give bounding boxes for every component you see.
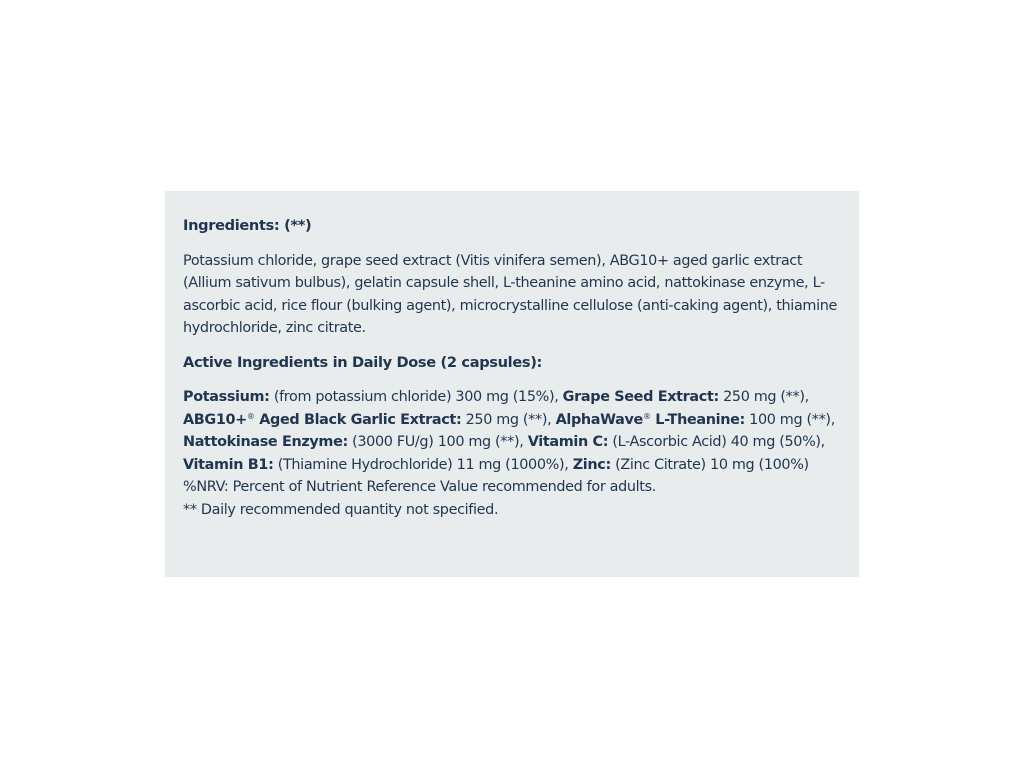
ingredient-name-garlic	[183, 412, 461, 428]
ingredient-detail-theanine: 100 mg (**),	[744, 411, 835, 428]
ingredient-detail-vitamin-c: (L-Ascorbic Acid) 40 mg (50%),	[608, 434, 825, 450]
ingredient-detail-garlic: 250 mg (**),	[461, 411, 556, 428]
ingredient-name-theanine-rest: L-Theanine:	[650, 411, 745, 428]
ingredient-name-potassium: Potassium:	[183, 389, 270, 405]
ingredient-name-garlic-brand: ABG10+	[183, 411, 247, 428]
ingredient-name-grape-seed: Grape Seed Extract:	[562, 389, 719, 405]
ingredient-detail-zinc: (Zinc Citrate) 10 mg (100%)	[610, 456, 809, 473]
ingredient-detail-grape-seed: 250 mg (**),	[718, 389, 809, 405]
ingredient-detail-potassium: (from potassium chloride) 300 mg (15%),	[269, 389, 563, 405]
ingredient-name-zinc: Zinc:	[572, 456, 611, 473]
ingredient-detail-vitamin-b1: (Thiamine Hydrochloride) 11 mg (1000%),	[273, 456, 573, 473]
ingredient-detail-nattokinase: (3000 FU/g) 100 mg (**),	[347, 434, 528, 450]
ingredient-name-vitamin-c: Vitamin C:	[527, 434, 609, 450]
ingredients-text: Potassium chloride, grape seed extract (Vitis vinifera semen), ABG10+ aged garlic extract (Allium sativum bulbus), gelatin capsule shell, L-theanine amino acid, nattokinase enzyme, L-ascorbic acid, rice flour (bulking agent), microcrystalline cellulose (anti-caking agent), thiamine hydrochloride, zinc citrate.	[183, 252, 838, 336]
ingredient-name-vitamin-b1: Vitamin B1:	[183, 456, 274, 473]
daily-quantity-note: ** Daily recommended quantity not specified.	[183, 501, 499, 518]
registered-mark: ®	[642, 411, 651, 421]
registered-mark: ®	[246, 411, 255, 421]
ingredients-panel	[165, 191, 859, 577]
active-ingredients-list	[183, 386, 841, 476]
active-ingredients-heading: Active Ingredients in Daily Dose (2 capsules):	[183, 353, 543, 371]
nrv-note: %NRV: Percent of Nutrient Reference Value recommended for adults.	[183, 479, 656, 495]
ingredient-name-theanine	[556, 412, 745, 428]
ingredient-name-theanine-brand: AlphaWave	[555, 411, 643, 428]
ingredients-heading: Ingredients: (**)	[183, 217, 312, 234]
ingredient-name-garlic-rest: Aged Black Garlic Extract:	[254, 411, 462, 428]
ingredient-name-nattokinase: Nattokinase Enzyme:	[183, 434, 348, 450]
